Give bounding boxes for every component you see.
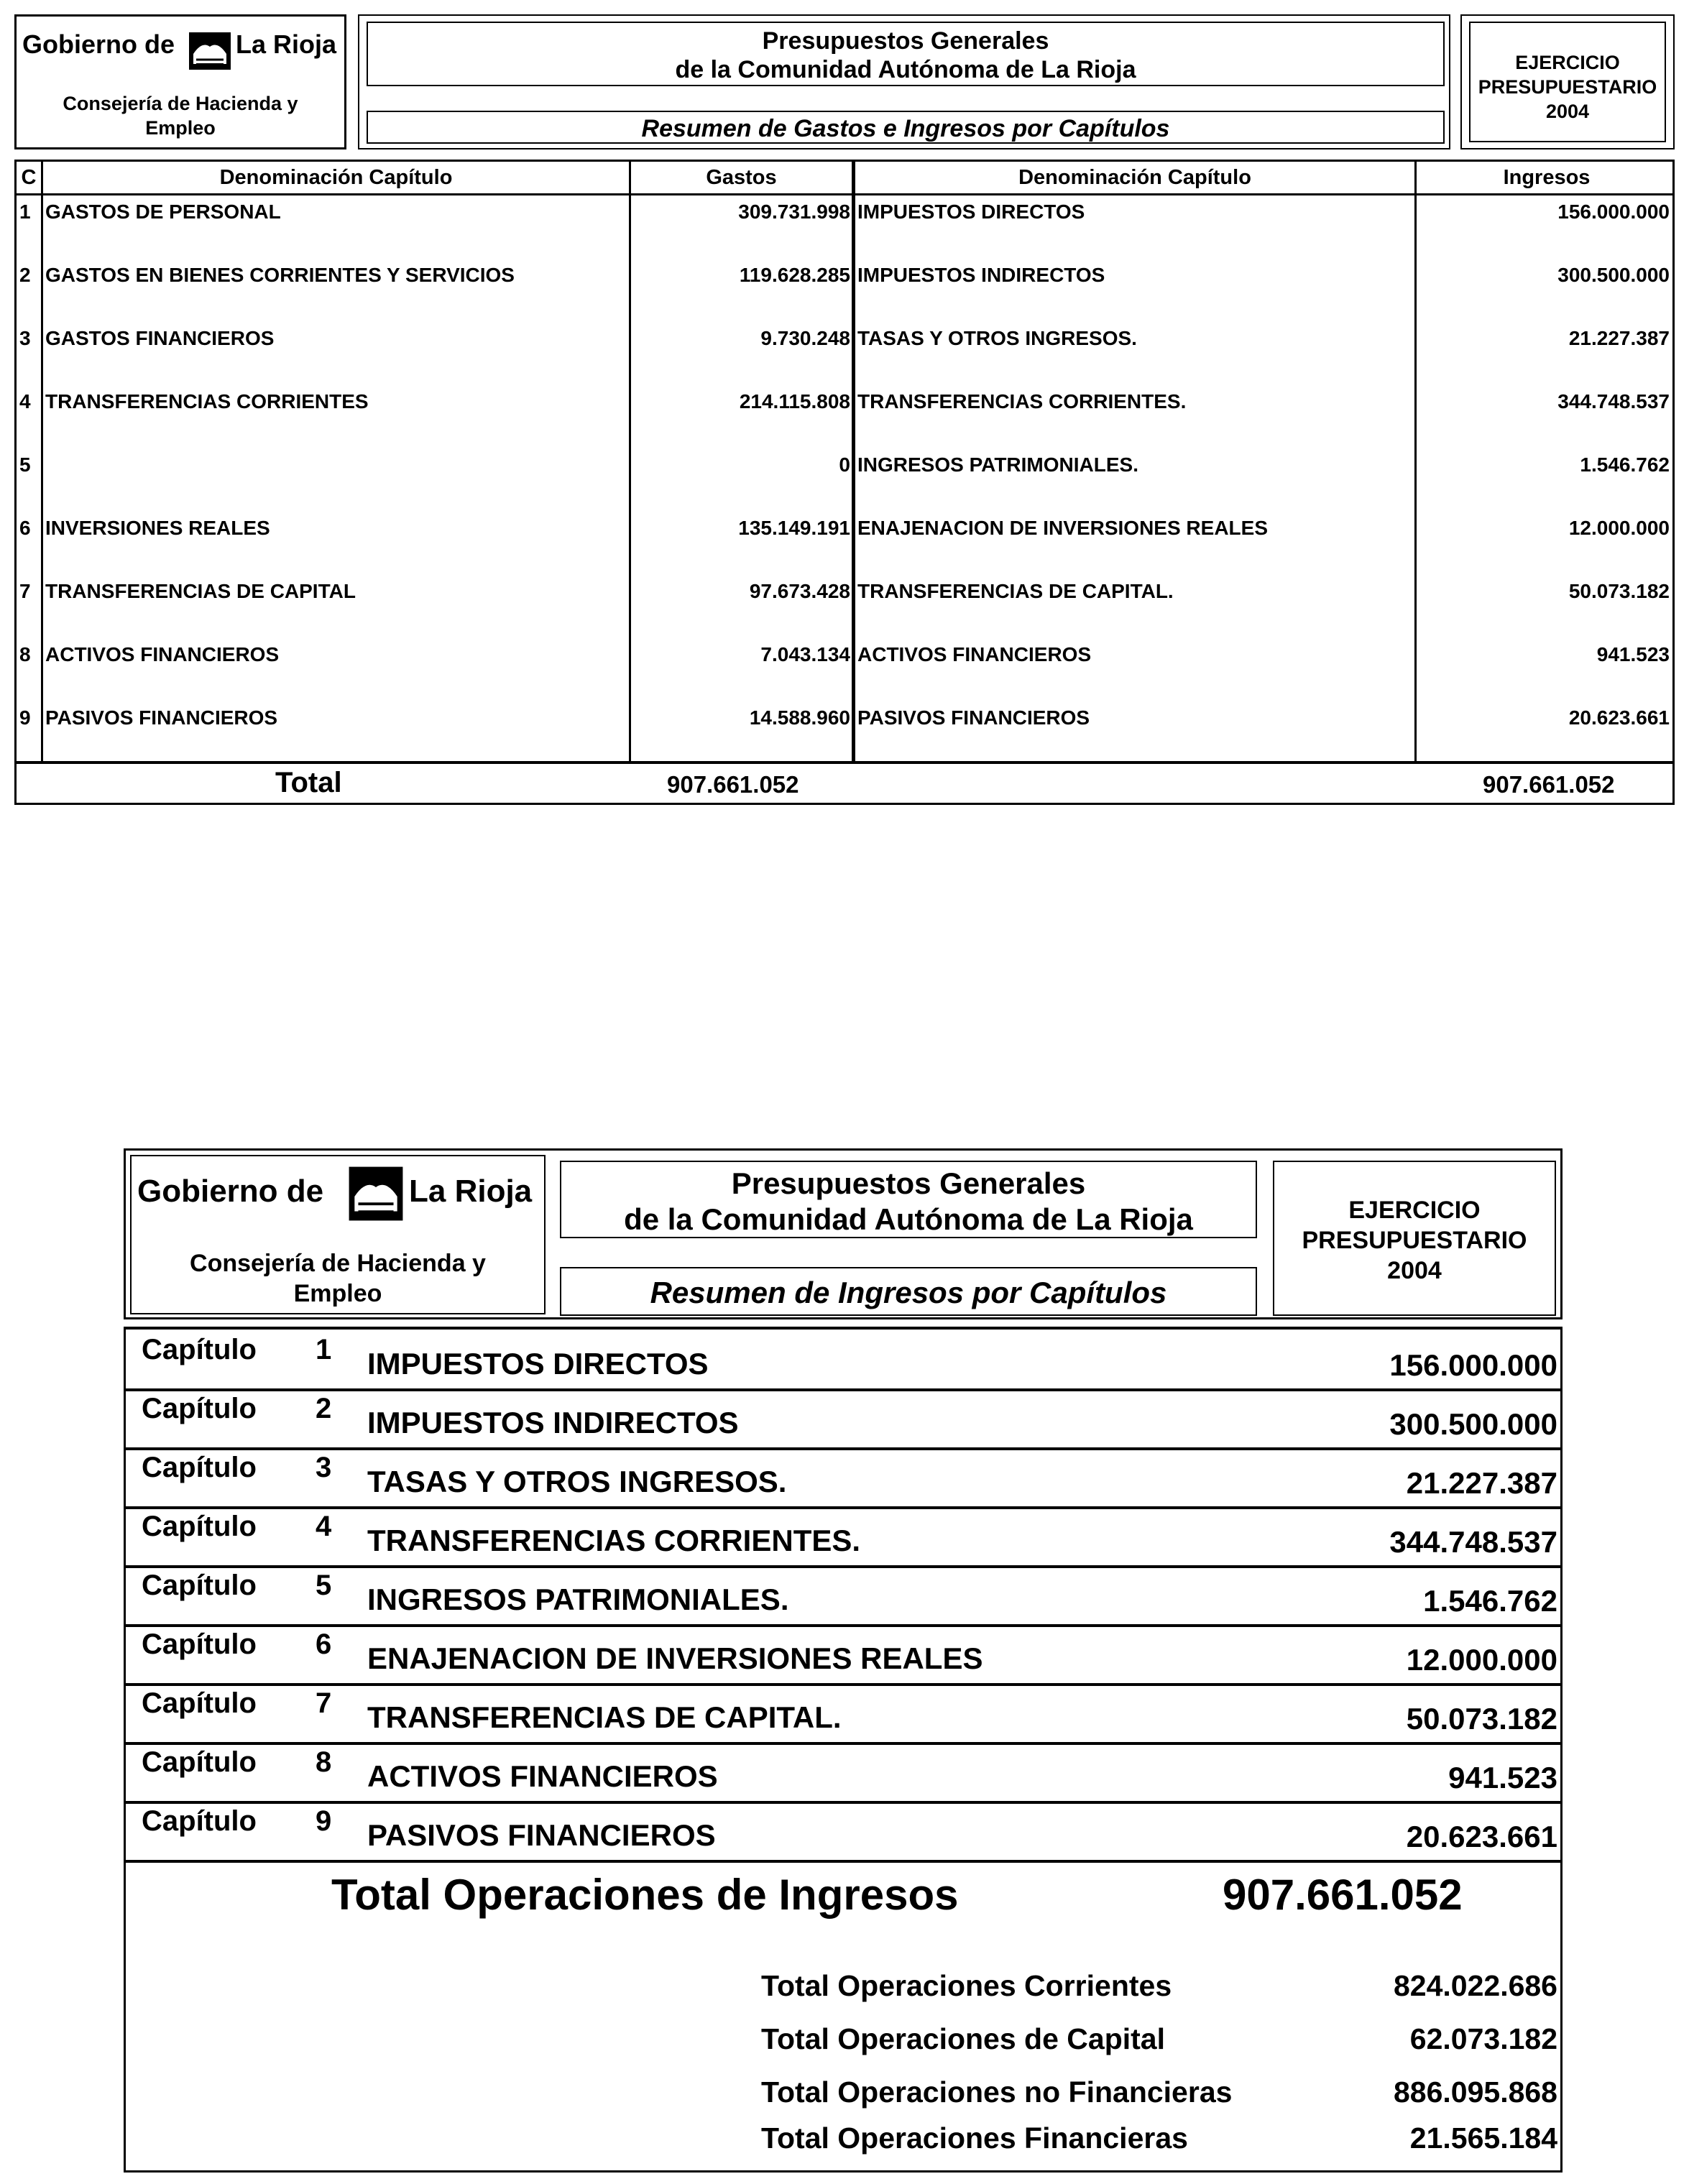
row-ingreso-denom: INGRESOS PATRIMONIALES.	[857, 453, 1138, 476]
cap-label: Capítulo	[142, 1746, 257, 1778]
cap-value: 300.500.000	[1389, 1407, 1557, 1441]
table-row	[17, 699, 1672, 742]
row-gasto-denom: GASTOS FINANCIEROS	[45, 327, 275, 349]
subtotal-label: Total Operaciones no Financieras	[761, 2075, 1233, 2109]
ejercicio-line2: PRESUPUESTARIO	[1302, 1227, 1527, 1254]
row-ingreso: 941.523	[1596, 643, 1670, 665]
summary-subtitle: Resumen de Gastos e Ingresos por Capítulos	[641, 115, 1170, 142]
title-line2: de la Comunidad Autónoma de La Rioja	[624, 1202, 1193, 1236]
cap-label: Capítulo	[142, 1687, 257, 1719]
cap-denom: TASAS Y OTROS INGRESOS.	[367, 1465, 787, 1498]
row-gasto-denom: PASIVOS FINANCIEROS	[45, 706, 278, 729]
cap-denom: TRANSFERENCIAS CORRIENTES.	[367, 1524, 861, 1557]
cap-label: Capítulo	[142, 1452, 257, 1483]
table-row	[126, 1742, 1560, 1804]
cap-number: 8	[316, 1746, 332, 1778]
table-row	[126, 1801, 1560, 1863]
subtotal-row	[126, 1963, 1560, 2017]
cap-label: Capítulo	[142, 1393, 257, 1424]
cap-value: 50.073.182	[1406, 1702, 1557, 1736]
cap-denom: IMPUESTOS INDIRECTOS	[367, 1406, 739, 1439]
summary-document	[14, 14, 1675, 805]
table-row	[126, 1565, 1560, 1627]
consejeria-line1: Consejería de Hacienda y	[63, 93, 298, 114]
row-c: 5	[19, 453, 31, 476]
ejercicio-box	[1273, 1161, 1556, 1316]
cap-denom: TRANSFERENCIAS DE CAPITAL.	[367, 1700, 842, 1734]
cap-number: 6	[316, 1628, 332, 1660]
cap-value: 941.523	[1448, 1761, 1557, 1794]
row-gasto: 7.043.134	[760, 643, 850, 665]
table-row	[17, 320, 1672, 363]
row-ingreso: 1.546.762	[1580, 453, 1670, 476]
row-c: 3	[19, 327, 31, 349]
row-gasto: 0	[839, 453, 850, 476]
cap-label: Capítulo	[142, 1805, 257, 1837]
title-line1: Presupuestos Generales	[731, 1166, 1086, 1200]
cap-denom: PASIVOS FINANCIEROS	[367, 1818, 716, 1852]
ejercicio-year: 2004	[1387, 1257, 1442, 1284]
cap-number: 1	[316, 1334, 332, 1365]
subtotal-label: Total Operaciones Financieras	[761, 2121, 1188, 2155]
consejeria-line2: Empleo	[293, 1280, 382, 1307]
table-row	[17, 573, 1672, 616]
row-ingreso: 344.748.537	[1557, 390, 1670, 413]
cap-label: Capítulo	[142, 1334, 257, 1365]
row-ingreso-denom: TRANSFERENCIAS DE CAPITAL.	[857, 580, 1174, 602]
subtotal-value: 824.022.686	[1393, 1969, 1557, 2002]
cap-label: Capítulo	[142, 1628, 257, 1660]
subtitle-box	[367, 111, 1445, 144]
row-c: 7	[19, 580, 31, 602]
row-ingreso-denom: TRANSFERENCIAS CORRIENTES.	[857, 390, 1187, 413]
col-ingresos-header: Ingresos	[1503, 166, 1591, 189]
cap-value: 344.748.537	[1389, 1525, 1557, 1559]
cap-number: 3	[316, 1452, 332, 1483]
table-row	[17, 636, 1672, 679]
ejercicio-year: 2004	[1545, 101, 1590, 122]
title-box	[560, 1161, 1257, 1238]
table-row	[126, 1447, 1560, 1509]
summary-total-gastos: 907.661.052	[667, 771, 799, 798]
summary-total-ingresos: 907.661.052	[1483, 771, 1615, 798]
la-rioja-logo-icon	[347, 1165, 405, 1222]
table-row	[17, 193, 1672, 236]
table-row	[17, 257, 1672, 300]
ingresos-subtitle: Resumen de Ingresos por Capítulos	[650, 1276, 1167, 1309]
row-gasto: 14.588.960	[749, 706, 850, 729]
consejeria-line1: Consejería de Hacienda y	[190, 1250, 486, 1277]
row-ingreso-denom: ACTIVOS FINANCIEROS	[857, 643, 1092, 665]
col-gastos-header: Gastos	[706, 166, 777, 189]
rioja-label: La Rioja	[409, 1174, 533, 1209]
col-denom-gastos-header: Denominación Capítulo	[219, 166, 453, 189]
subtitle-box	[560, 1267, 1257, 1316]
cap-number: 9	[316, 1805, 332, 1837]
col-denom-ingresos-header: Denominación Capítulo	[1018, 166, 1251, 189]
row-gasto-denom: TRANSFERENCIAS DE CAPITAL	[45, 580, 356, 602]
cap-value: 21.227.387	[1406, 1466, 1557, 1500]
cap-number: 5	[316, 1570, 332, 1601]
row-c: 8	[19, 643, 31, 665]
row-ingreso-denom: PASIVOS FINANCIEROS	[857, 706, 1090, 729]
row-gasto: 214.115.808	[739, 390, 850, 413]
table-row	[17, 446, 1672, 489]
subtotal-value: 886.095.868	[1393, 2075, 1557, 2109]
cap-denom: IMPUESTOS DIRECTOS	[367, 1347, 709, 1381]
row-ingreso: 21.227.387	[1568, 327, 1670, 349]
cap-label: Capítulo	[142, 1570, 257, 1601]
subtotal-label: Total Operaciones de Capital	[761, 2022, 1165, 2055]
gobierno-label: Gobierno de	[137, 1174, 324, 1209]
subtotal-row	[126, 2070, 1560, 2123]
row-gasto-denom: GASTOS DE PERSONAL	[45, 201, 281, 223]
row-c: 9	[19, 706, 31, 729]
summary-total-label: Total	[275, 767, 342, 798]
row-ingreso-denom: ENAJENACION DE INVERSIONES REALES	[857, 517, 1268, 539]
table-row	[126, 1388, 1560, 1450]
row-ingreso: 12.000.000	[1568, 517, 1670, 539]
ejercicio-box	[1469, 22, 1666, 142]
consejeria-line2: Empleo	[145, 117, 216, 139]
logo-box	[130, 1155, 546, 1314]
cap-value: 156.000.000	[1389, 1348, 1557, 1382]
col-c-header: C	[21, 166, 37, 189]
ejercicio-line1: EJERCICIO	[1348, 1197, 1481, 1224]
table-row	[126, 1506, 1560, 1568]
title-box	[367, 22, 1445, 86]
table-row	[126, 1624, 1560, 1686]
row-c: 6	[19, 517, 31, 539]
gobierno-label: Gobierno de	[22, 29, 175, 59]
cap-number: 7	[316, 1687, 332, 1719]
row-gasto-denom: ACTIVOS FINANCIEROS	[45, 643, 280, 665]
cap-denom: ENAJENACION DE INVERSIONES REALES	[367, 1641, 983, 1675]
row-gasto: 9.730.248	[760, 327, 850, 349]
row-gasto-denom: GASTOS EN BIENES CORRIENTES Y SERVICIOS	[45, 264, 515, 286]
ingresos-total-label: Total Operaciones de Ingresos	[331, 1871, 959, 1919]
row-ingreso: 50.073.182	[1568, 580, 1670, 602]
cap-denom: ACTIVOS FINANCIEROS	[367, 1759, 718, 1793]
total-divider	[17, 761, 1672, 764]
cap-value: 12.000.000	[1406, 1643, 1557, 1677]
subtotal-row	[126, 2017, 1560, 2070]
ingresos-document	[124, 1148, 1563, 2173]
subtotal-value: 62.073.182	[1409, 2022, 1557, 2055]
ejercicio-frame	[1460, 14, 1675, 149]
ingresos-rows	[124, 1327, 1563, 2173]
row-gasto: 135.149.191	[738, 517, 850, 539]
row-ingreso: 20.623.661	[1568, 706, 1670, 729]
ingresos-header-frame	[124, 1148, 1563, 1319]
row-gasto-denom: TRANSFERENCIAS CORRIENTES	[45, 390, 369, 413]
row-ingreso: 156.000.000	[1557, 201, 1670, 223]
row-gasto: 97.673.428	[749, 580, 850, 602]
row-gasto-denom: INVERSIONES REALES	[45, 517, 270, 539]
row-gasto: 119.628.285	[739, 264, 850, 286]
cap-value: 20.623.661	[1406, 1820, 1557, 1853]
cap-label: Capítulo	[142, 1511, 257, 1542]
ingresos-total-value: 907.661.052	[1223, 1871, 1463, 1919]
table-row	[126, 1683, 1560, 1745]
table-row	[17, 510, 1672, 553]
cap-number: 4	[316, 1511, 332, 1542]
rioja-label: La Rioja	[236, 29, 337, 59]
ejercicio-line2: PRESUPUESTARIO	[1478, 76, 1657, 98]
ejercicio-line1: EJERCICIO	[1515, 52, 1620, 73]
cap-value: 1.546.762	[1423, 1584, 1557, 1618]
table-row	[17, 383, 1672, 426]
row-c: 2	[19, 264, 31, 286]
table-row	[126, 1330, 1560, 1391]
subtotal-label: Total Operaciones Corrientes	[761, 1969, 1172, 2002]
subtotal-value: 21.565.184	[1409, 2121, 1557, 2155]
row-ingreso: 300.500.000	[1557, 264, 1670, 286]
title-frame	[358, 14, 1450, 149]
subtotal-row	[126, 2120, 1560, 2173]
row-ingreso-denom: TASAS Y OTROS INGRESOS.	[857, 327, 1137, 349]
title-line2: de la Comunidad Autónoma de La Rioja	[675, 56, 1136, 83]
logo-box	[14, 14, 346, 149]
title-line1: Presupuestos Generales	[762, 27, 1049, 55]
row-c: 1	[19, 201, 31, 223]
cap-number: 2	[316, 1393, 332, 1424]
row-gasto: 309.731.998	[738, 201, 850, 223]
row-ingreso-denom: IMPUESTOS DIRECTOS	[857, 201, 1085, 223]
row-c: 4	[19, 390, 31, 413]
la-rioja-logo-icon	[188, 31, 232, 71]
summary-table	[14, 160, 1675, 805]
row-ingreso-denom: IMPUESTOS INDIRECTOS	[857, 264, 1105, 286]
cap-denom: INGRESOS PATRIMONIALES.	[367, 1582, 789, 1616]
